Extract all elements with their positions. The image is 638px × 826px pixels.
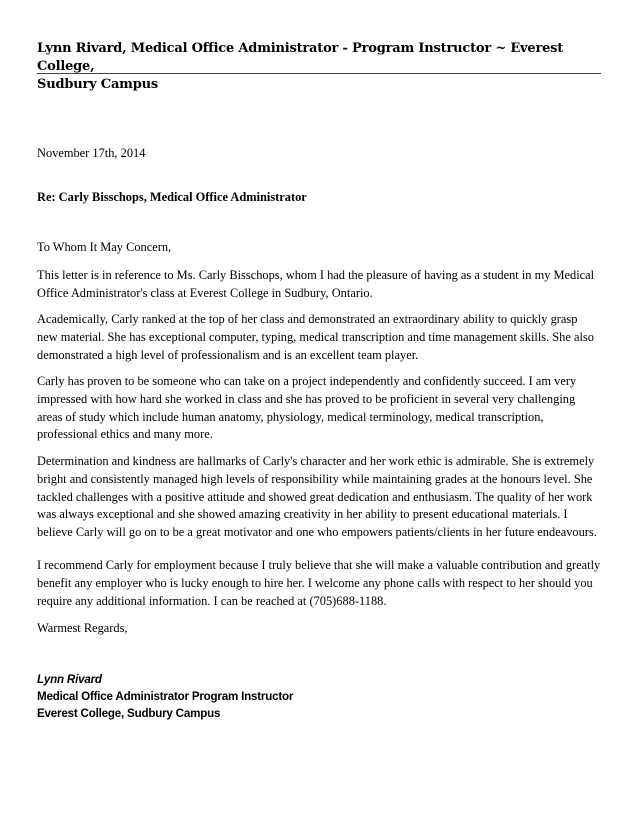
letterhead (37, 40, 597, 94)
signature-title: Medical Office Administrator Program Instructor (37, 690, 294, 703)
signature-organization: Everest College, Sudbury Campus (37, 707, 221, 720)
subject-line: Re: Carly Bisschops, Medical Office Administrator (37, 190, 307, 204)
letterhead-divider (37, 73, 601, 74)
body-paragraph-1: This letter is in reference to Ms. Carly Bisschops, whom I had the pleasure of having as a student in my Medical Office Administrator's class at Everest College in Sudbury, Ontario. (37, 268, 595, 300)
body-paragraph-2: Academically, Carly ranked at the top of her class and demonstrated an extraordinary ability to quickly grasp new material. She has exceptional computer, typing, medical transcription and time management skills. She also demonstrated a high level of professionalism and is an excellent team player. (37, 312, 594, 362)
letter-date: November 17th, 2014 (37, 146, 146, 160)
letterhead-line-2: Sudbury Campus (37, 77, 158, 92)
signature-name: Lynn Rivard (37, 673, 102, 686)
closing: Warmest Regards, (37, 621, 128, 635)
signature-block (37, 671, 293, 722)
salutation: To Whom It May Concern, (37, 240, 172, 254)
body-paragraph-4: Determination and kindness are hallmarks of Carly's character and her work ethic is admirable. She is extremely bright and consistently managed high levels of responsibility while maintaining grades at the honours level. She tackled challenges with a positive attitude and showed great dedication and enthusiasm. The quality of her work was always exceptional and she showed amazing creativity in her ability to present educational materials. I believe Carly will go on to be a great motivator and one who empowers patients/clients in her future endeavours. (37, 454, 597, 540)
body-paragraph-3: Carly has proven to be someone who can take on a project independently and confidently succeed. I am very impressed with how hard she worked in class and she has proved to be proficient in several very challenging areas of study which include human anatomy, physiology, medical terminology, medical transcription, professional ethics and many more. (37, 374, 577, 442)
letterhead-line-1: Lynn Rivard, Medical Office Administrator - Program Instructor ~ Everest College, (37, 41, 564, 74)
body-paragraph-5: I recommend Carly for employment because I truly believe that she will make a valuable contribution and greatly benefit any employer who is lucky enough to hire her. I welcome any phone calls with respect to her should you require any additional information. I can be reached at (705)688-1188. (37, 558, 601, 608)
